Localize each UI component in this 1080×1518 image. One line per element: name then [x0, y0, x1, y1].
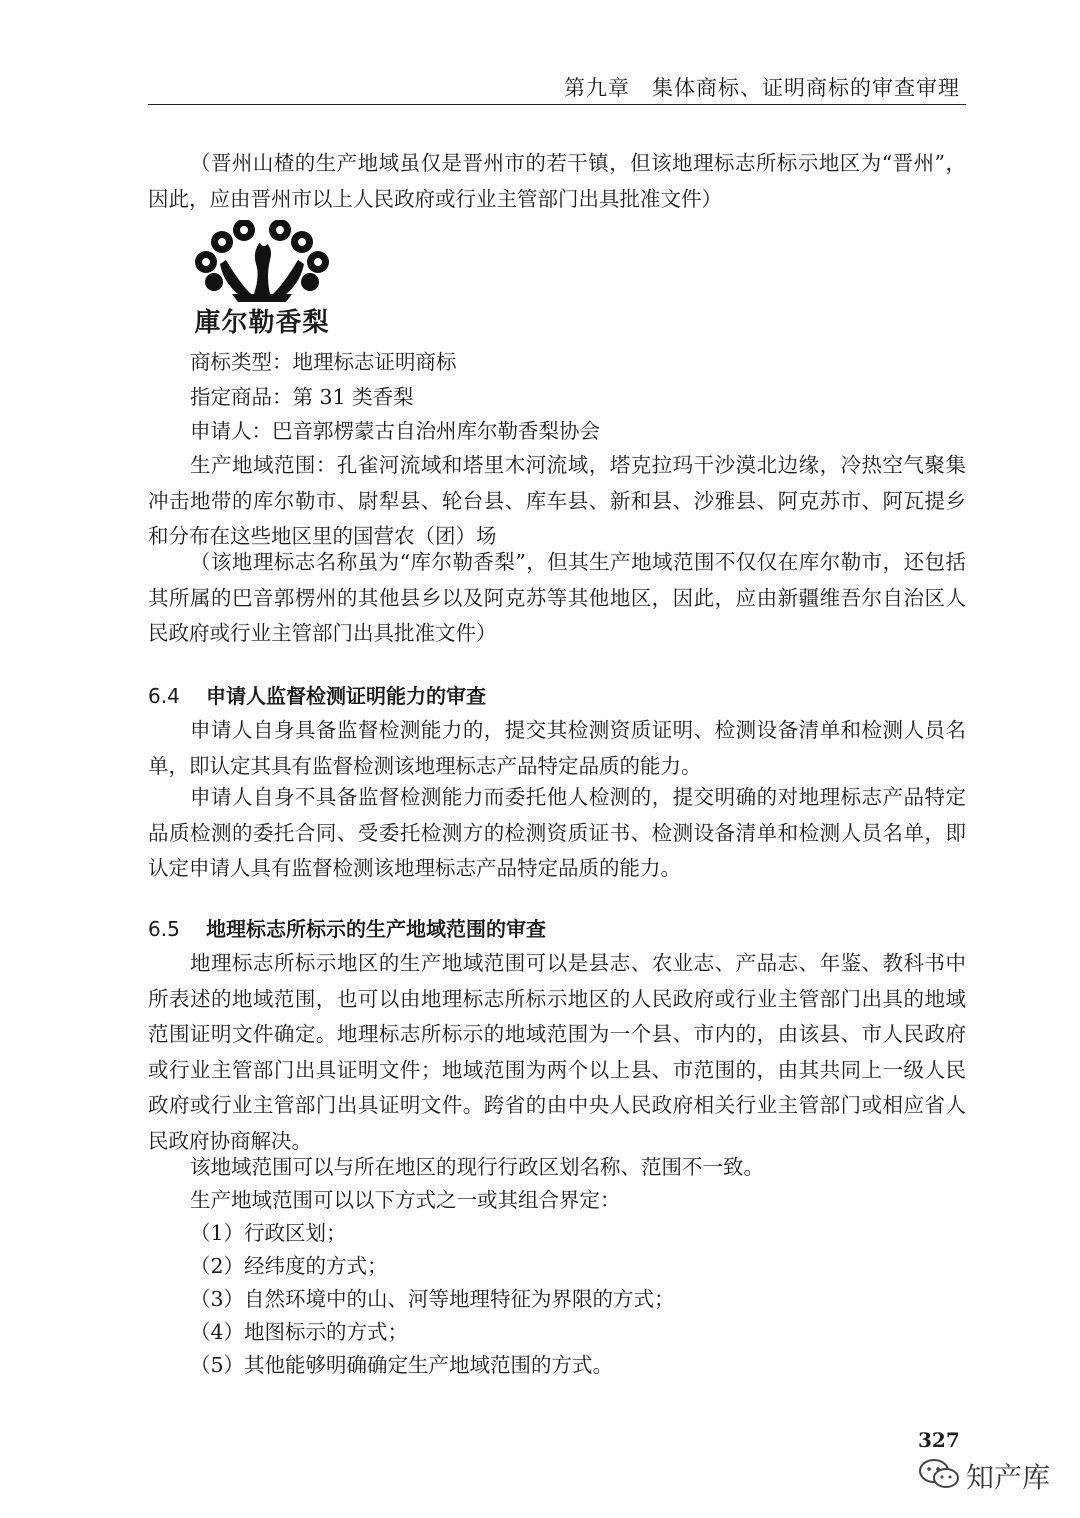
section-6-5-paragraph-2: 该地域范围可以与所在地区的现行行政区划名称、范围不一致。 [190, 1155, 764, 1179]
list-item: （4）地图标示的方式； [190, 1320, 409, 1344]
list-item: （2）经纬度的方式； [190, 1254, 388, 1278]
applicant-line: 申请人：巴音郭楞蒙古自治州库尔勒香梨协会 [190, 419, 600, 443]
watermark-text: 知产库 [966, 1461, 1051, 1494]
wechat-icon [918, 1458, 960, 1490]
note-korla: （该地理标志名称虽为“库尔勒香梨”，但其生产地域范围不仅仅在库尔勒市，还包括其所属的巴音郭楞州的其他县乡以及阿克苏等其他地区，因此，应由新疆维吾尔自治区人民政府或行业主管部门出具批准文件） [148, 550, 966, 645]
section-title: 申请人监督检测证明能力的审查 [206, 684, 486, 708]
note-jinzhou: （晋州山楂的生产地域虽仅是晋州市的若干镇，但该地理标志所标示地区为“晋州”，因此，应由晋州市以上人民政府或行业主管部门出具批准文件） [148, 151, 966, 211]
section-6-5-paragraph-3: 生产地域范围可以以下方式之一或其组合界定： [190, 1188, 621, 1212]
section-6-5-heading [148, 912, 966, 947]
chapter-title: 第九章 集体商标、证明商标的审查审理 [564, 76, 960, 100]
section-6-4-paragraph-1: 申请人自身具备监督检测能力的，提交其检测资质证明、检测设备清单和检测人员名单，即认定其具有监督检测该地理标志产品特定品质的能力。 [148, 718, 966, 778]
logo-wordmark: 庫尔勒香梨 [194, 308, 330, 338]
section-number: 6.4 [148, 684, 180, 708]
list-item: （5）其他能够明确确定生产地域范围的方式。 [190, 1353, 614, 1377]
list-item: （3）自然环境中的山、河等地理特征为界限的方式； [190, 1287, 675, 1311]
section-title: 地理标志所标示的生产地域范围的审查 [206, 917, 546, 941]
list-item: （1）行政区划； [190, 1221, 347, 1245]
watermark [918, 1452, 1058, 1496]
trademark-type-line: 商标类型：地理标志证明商标 [190, 350, 457, 374]
page-number: 327 [918, 1428, 960, 1452]
section-6-4-heading [148, 679, 966, 714]
section-6-5-paragraph-1: 地理标志所标示地区的生产地域范围可以是县志、农业志、产品志、年鉴、教科书中所表述的地域范围，也可以由地理标志所标示地区的人民政府或行业主管部门出具的地域范围证明文件确定。地理标志所标示的地域范围为一个县、市内的，由该县、市人民政府或行业主管部门出具证明文件；地域范围为两个以上县、市范围的，由其共同上一级人民政府或行业主管部门出具证明文件。跨省的由中央人民政府相关行业主管部门或相应省人民政府协商解决。 [148, 951, 966, 1153]
designated-goods-line: 指定商品：第 31 类香梨 [190, 385, 414, 409]
section-6-4-paragraph-2: 申请人自身不具备监督检测能力而委托他人检测的，提交明确的对地理标志产品特定品质检测的委托合同、受委托检测方的检测资质证书、检测设备清单和检测人员名单，即认定申请人具有监督检测该地理标志产品特定品质的能力。 [148, 785, 966, 880]
region-line: 生产地域范围：孔雀河流域和塔里木河流域，塔克拉玛干沙漠北边缘，冷热空气聚集冲击地带的库尔勒市、尉犁县、轮台县、库车县、新和县、沙雅县、阿克苏市、阿瓦提乡和分布在这些地区里的国营农（团）场 [148, 453, 966, 548]
section-number: 6.5 [148, 917, 180, 941]
